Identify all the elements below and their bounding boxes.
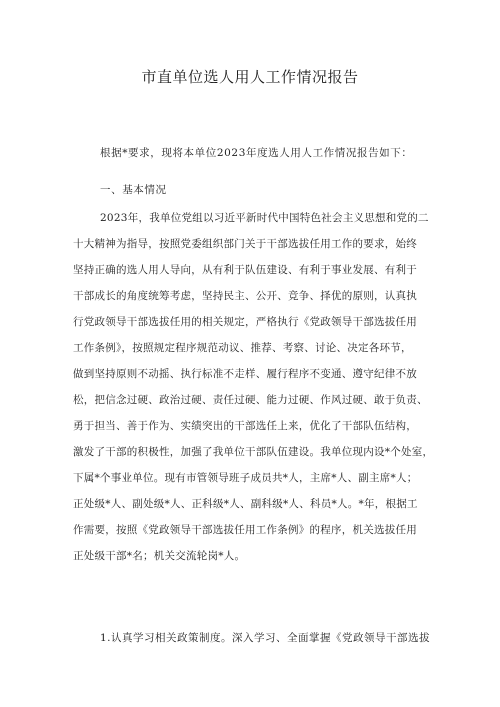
- section-heading-basic-situation: 一、基本情况: [100, 184, 167, 196]
- paragraph-line: 坚持正确的选人用人导向，从有利于队伍建设、有利于事业发展、有利于: [73, 264, 417, 276]
- paragraph-line: 激发了干部的积极性，加强了我单位干部队伍建设。我单位现内设*个处室，: [73, 446, 434, 458]
- paragraph-line: 正处级干部*名；机关交流轮岗*人。: [73, 550, 246, 562]
- list-item-1: 1.认真学习相关政策制度。深入学习、全面掌握《党政领导干部选拔: [100, 632, 431, 644]
- paragraph-line: 十大精神为指导，按照党委组织部门关于干部选拔任用工作的要求，始终: [73, 238, 417, 250]
- intro-paragraph: 根据*要求，现将本单位2023年度选人用人工作情况报告如下：: [100, 147, 413, 159]
- paragraph-line: 松，把信念过硬、政治过硬、责任过硬、能力过硬、作风过硬、敢于负责、: [73, 394, 428, 406]
- document-title: 市直单位选人用人工作情况报告: [141, 68, 359, 86]
- paragraph-line: 下属*个事业单位。现有市管领导班子成员共*人，主席*人、副主席*人；: [73, 472, 418, 484]
- paragraph-line: 干部成长的角度统筹考虑，坚持民主、公开、竞争、择优的原则，认真执: [73, 290, 417, 302]
- paragraph-line: 工作条例》，按照规定程序规范动议、推荐、考察、讨论、决定各环节，: [73, 342, 412, 354]
- paragraph-line: 勇于担当、善于作为、实绩突出的干部选任上来，优化了干部队伍结构，: [73, 420, 417, 432]
- paragraph-line: 作需要，按照《党政领导干部选拔任用工作条例》的程序，机关选拔任用: [73, 524, 417, 536]
- paragraph-line: 做到坚持原则不动摇、执行标准不走样、履行程序不变通、遵守纪律不放: [73, 368, 417, 380]
- paragraph-line: 行党政领导干部选拔任用的相关规定，严格执行《党政领导干部选拔任用: [73, 316, 417, 328]
- paragraph-line: 正处级*人、副处级*人、正科级*人、副科级*人、科员*人。*年，根据工: [73, 498, 418, 510]
- paragraph-line: 2023年，我单位党组以习近平新时代中国特色社会主义思想和党的二: [100, 212, 429, 224]
